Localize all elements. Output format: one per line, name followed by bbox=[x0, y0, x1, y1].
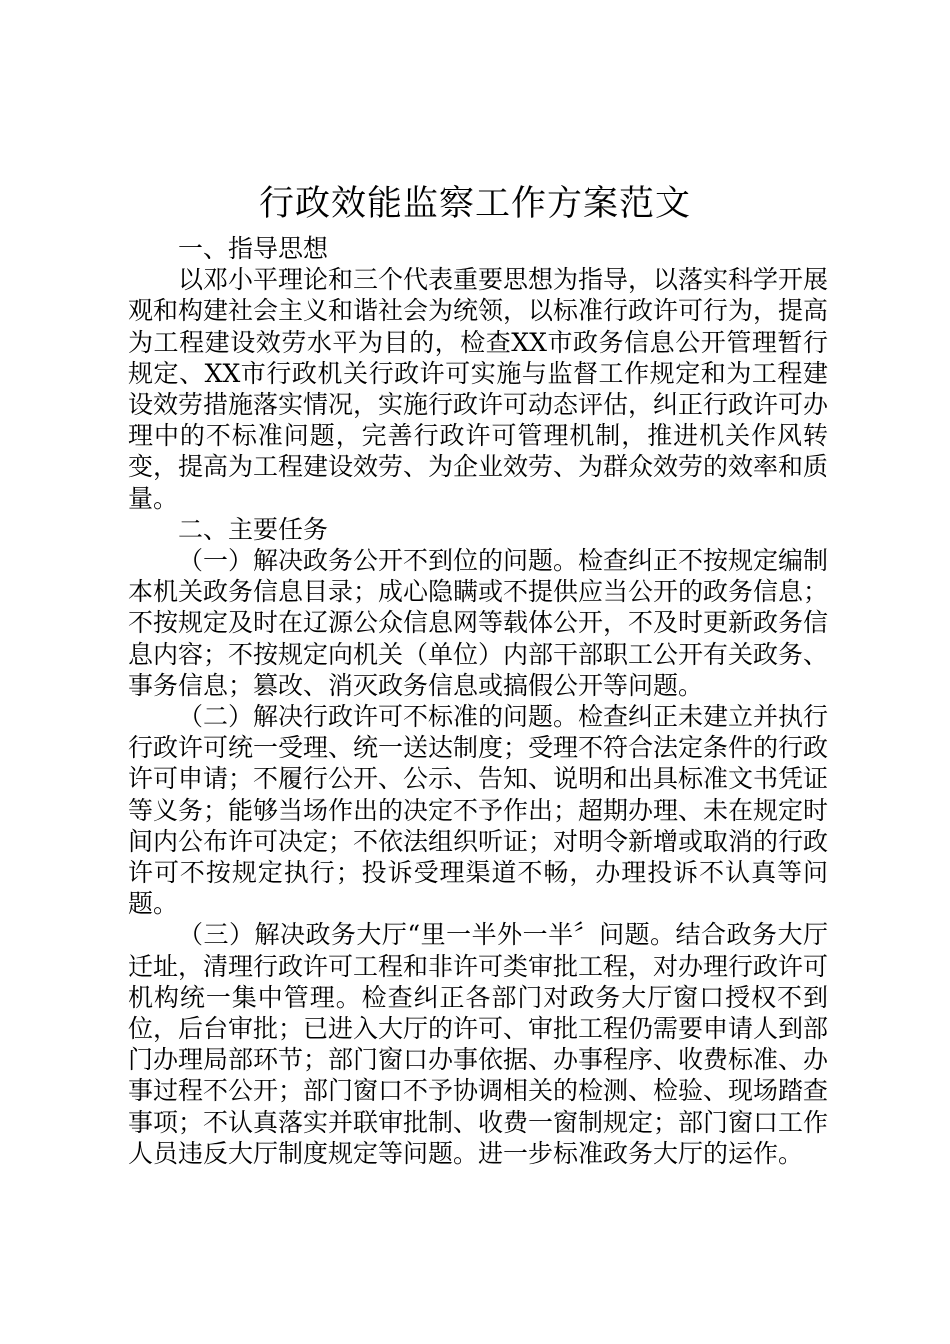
section-heading-guiding-thought: 一、指导思想 bbox=[178, 234, 329, 263]
paragraph-task-3: （三）解决政务大厅“里一半外一半〞问题。结合政务大厅迁址，清理行政许可工程和非许可类审批工程，对办理行政许可机构统一集中管理。检查纠正各部门对政务大厅窗口授权不到位，后台审批；已进入大厅的许可、审批工程仍需要申请人到部门办理局部环节；部门窗口办事依据、办事程序、收费标准、办事过程不公开；部门窗口不予协调相关的检测、检验、现场踏查事项；不认真落实并联审批制、收费一窗制规定；部门窗口工作人员违反大厅制度规定等问题。进一步标准政务大厅的运作。 bbox=[128, 920, 829, 1168]
paragraph-task-1: （一）解决政务公开不到位的问题。检查纠正不按规定编制本机关政务信息目录；成心隐瞒或不提供应当公开的政务信息；不按规定及时在辽源公众信息网等载体公开，不及时更新政务信息内容；不按规定向机关（单位）内部干部职工公开有关政务、事务信息；篡改、消灭政务信息或搞假公开等问题。 bbox=[128, 546, 829, 700]
document-body bbox=[128, 233, 828, 1169]
paragraph-task-2: （二）解决行政许可不标准的问题。检查纠正未建立并执行行政许可统一受理、统一送达制度；受理不符合法定条件的行政许可申请；不履行公开、公示、告知、说明和出具标准文书凭证等义务；能够当场作出的决定不予作出；超期办理、未在规定时间内公布许可决定；不依法组织听证；对明令新增或取消的行政许可不按规定执行；投诉受理渠道不畅，办理投诉不认真等问题。 bbox=[128, 702, 829, 919]
section-heading-main-tasks: 二、主要任务 bbox=[178, 514, 329, 544]
document-title: 行政效能监察工作方案范文 bbox=[258, 184, 691, 224]
paragraph-guiding-thought: 以邓小平理论和三个代表重要思想为指导，以落实科学开展观和构建社会主义和谐社会为统领，以标准行政许可行为，提高为工程建设效劳水平为目的，检查XX市政务信息公开管理暂行规定、XX市行政机关行政许可实施与监督工作规定和为工程建设效劳措施落实情况，实施行政许可动态评估，纠正行政许可办理中的不标准问题，完善行政许可管理机制，推进机关作风转变，提高为工程建设效劳、为企业效劳、为群众效劳的效率和质量。 bbox=[128, 265, 829, 513]
